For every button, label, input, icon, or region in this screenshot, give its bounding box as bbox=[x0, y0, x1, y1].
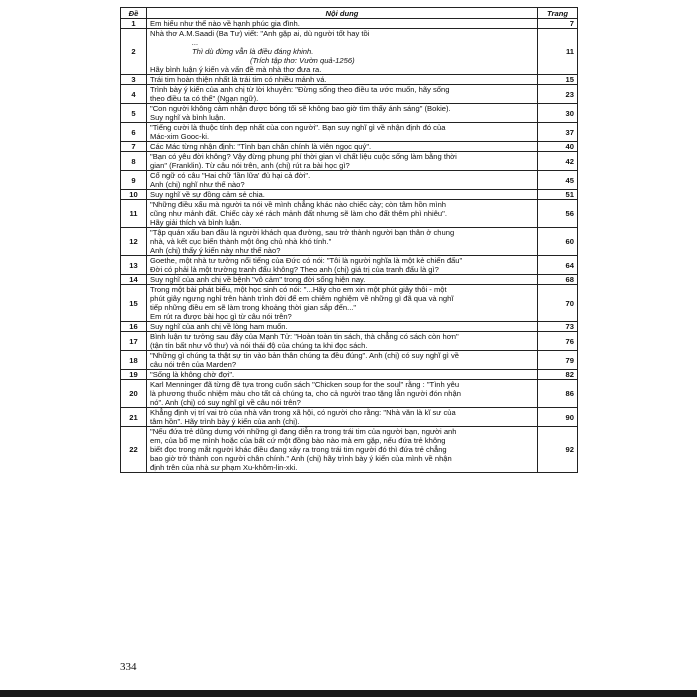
row-number: 4 bbox=[121, 85, 147, 104]
row-content bbox=[147, 408, 538, 427]
row-page: 56 bbox=[538, 200, 578, 228]
content-line: theo điều ta có thể" (Ngạn ngữ). bbox=[150, 94, 259, 103]
row-number: 5 bbox=[121, 104, 147, 123]
row-number: 14 bbox=[121, 275, 147, 285]
table-row bbox=[121, 29, 578, 75]
row-number: 6 bbox=[121, 123, 147, 142]
content-line: "Bạn có yêu đời không? Vậy đừng phung phí thời gian vì chất liệu cuộc sống làm bằng thời bbox=[150, 152, 457, 161]
row-page: 30 bbox=[538, 104, 578, 123]
content-line: Em hiểu như thế nào về hạnh phúc gia đình. bbox=[150, 19, 300, 28]
content-line: Thì dù đừng vẫn là điều đáng khinh. bbox=[192, 47, 314, 56]
row-content bbox=[147, 152, 538, 171]
top-crop bbox=[0, 0, 697, 7]
table-row bbox=[121, 75, 578, 85]
content-line: "Sống là không chờ đợi". bbox=[150, 370, 235, 379]
content-line: tiếp những điều em sẽ làm trong khoảng thời gian sắp đến..." bbox=[150, 303, 357, 312]
row-content bbox=[147, 29, 538, 75]
content-line: Em rút ra được bài học gì từ câu nói trên? bbox=[150, 312, 292, 321]
contents-table bbox=[120, 7, 578, 473]
row-page: 79 bbox=[538, 351, 578, 370]
content-line: Trình bày ý kiến của anh chị từ lời khuyên: "Đừng sống theo điều ta ước muốn, hãy sống bbox=[150, 85, 450, 94]
row-content bbox=[147, 285, 538, 322]
header-content: Nội dung bbox=[147, 8, 538, 19]
row-number: 1 bbox=[121, 19, 147, 29]
row-number: 13 bbox=[121, 256, 147, 275]
row-content bbox=[147, 104, 538, 123]
content-line: cũng như mảnh đất. Chiếc cày xé rách mảnh đất nhưng sẽ làm cho đất thêm phì nhiêu". bbox=[150, 209, 447, 218]
row-page: 76 bbox=[538, 332, 578, 351]
content-line: Anh (chị) thấy ý kiến này như thế nào? bbox=[150, 246, 281, 255]
row-number: 11 bbox=[121, 200, 147, 228]
content-line: Karl Menninger đã từng đề tựa trong cuốn sách "Chicken soup for the soul" rằng : "Tình yêu bbox=[150, 380, 460, 389]
row-page: 11 bbox=[538, 29, 578, 75]
table-row bbox=[121, 332, 578, 351]
content-line: Trái tim hoàn thiện nhất là trái tim có nhiều mảnh vá. bbox=[150, 75, 327, 84]
row-page: 70 bbox=[538, 285, 578, 322]
content-line: Các Mác từng nhận định: "Tình bạn chân chính là viên ngọc quý". bbox=[150, 142, 372, 151]
row-page: 64 bbox=[538, 256, 578, 275]
table-row bbox=[121, 322, 578, 332]
row-page: 86 bbox=[538, 380, 578, 408]
row-number: 15 bbox=[121, 285, 147, 322]
row-number: 19 bbox=[121, 370, 147, 380]
table-row bbox=[121, 285, 578, 322]
row-number: 17 bbox=[121, 332, 147, 351]
content-line: Anh (chị) nghĩ như thế nào? bbox=[150, 180, 245, 189]
row-number: 7 bbox=[121, 142, 147, 152]
content-line: (tận tín bất như vô thư) và nói thái độ của chúng ta khi đọc sách. bbox=[150, 341, 368, 350]
row-content bbox=[147, 370, 538, 380]
table-row bbox=[121, 370, 578, 380]
row-page: 68 bbox=[538, 275, 578, 285]
table-row bbox=[121, 104, 578, 123]
row-page: 90 bbox=[538, 408, 578, 427]
row-number: 10 bbox=[121, 190, 147, 200]
row-number: 22 bbox=[121, 427, 147, 473]
table-row bbox=[121, 408, 578, 427]
row-content bbox=[147, 85, 538, 104]
content-line: nhà, và kết cục biến thành một ông chủ nhà khó tính." bbox=[150, 237, 332, 246]
row-content bbox=[147, 427, 538, 473]
content-line: Hãy giải thích và bình luận. bbox=[150, 218, 242, 227]
content-line: "Những điều xấu mà người ta nói về mình chẳng khác nào chiếc cày; còn tâm hồn mình bbox=[150, 200, 447, 209]
row-number: 16 bbox=[121, 322, 147, 332]
row-content bbox=[147, 142, 538, 152]
row-page: 92 bbox=[538, 427, 578, 473]
row-content bbox=[147, 332, 538, 351]
content-line: phút giây ngưng nghỉ trên hành trình đời để em chiêm nghiệm về những gì đã qua và nghĩ bbox=[150, 294, 454, 303]
content-line: Khẳng định vị trí vai trò của nhà văn trong xã hội, có người cho rằng: "Nhà văn là kĩ sư của bbox=[150, 408, 456, 417]
row-number: 20 bbox=[121, 380, 147, 408]
content-line: Mác-xim Gooc-ki. bbox=[150, 132, 210, 141]
row-page: 7 bbox=[538, 19, 578, 29]
table-row bbox=[121, 256, 578, 275]
row-page: 60 bbox=[538, 228, 578, 256]
content-line: em, của bố mẹ mình hoặc của bất cứ một đồng bào nào mà em gặp, nếu đứa trẻ không bbox=[150, 436, 446, 445]
row-content bbox=[147, 228, 538, 256]
row-page: 73 bbox=[538, 322, 578, 332]
header-num: Đề bbox=[121, 8, 147, 19]
row-page: 40 bbox=[538, 142, 578, 152]
content-line: là phương thuốc nhiệm màu cho tất cả chúng ta, cho cả người trao tặng lẫn người đón nhận bbox=[150, 389, 461, 398]
content-line: ... bbox=[192, 38, 199, 47]
content-line: "Những gì chúng ta thật sự tin vào bản thân chúng ta đều đúng". Anh (chị) có suy nghĩ gì về bbox=[150, 351, 459, 360]
content-line: Đời có phải là một trường tranh đấu không? Theo anh (chị) giá trị của tranh đấu là gì? bbox=[150, 265, 439, 274]
content-line: tâm hồn". Hãy trình bày ý kiến của anh (chị). bbox=[150, 417, 300, 426]
content-line: "Tiếng cười là thuộc tính đẹp nhất của con người". Bạn suy nghĩ gì về nhận định đó của bbox=[150, 123, 446, 132]
row-page: 42 bbox=[538, 152, 578, 171]
row-page: 23 bbox=[538, 85, 578, 104]
table-row bbox=[121, 123, 578, 142]
content-line: câu nói trên của Marden? bbox=[150, 360, 237, 369]
table-row bbox=[121, 275, 578, 285]
header-page: Trang bbox=[538, 8, 578, 19]
table-row bbox=[121, 85, 578, 104]
row-number: 2 bbox=[121, 29, 147, 75]
content-line: Hãy bình luận ý kiến và vấn đề mà nhà thơ đưa ra. bbox=[150, 65, 322, 74]
row-number: 21 bbox=[121, 408, 147, 427]
row-number: 9 bbox=[121, 171, 147, 190]
table-row bbox=[121, 351, 578, 370]
row-page: 82 bbox=[538, 370, 578, 380]
row-content bbox=[147, 256, 538, 275]
row-content bbox=[147, 19, 538, 29]
row-number: 8 bbox=[121, 152, 147, 171]
content-line: biết đọc trong mắt người khác điều đang xảy ra trong trái tim người đó thì đứa trẻ chẳng bbox=[150, 445, 447, 454]
content-line: Nhà thơ A.M.Saadi (Ba Tư) viết: "Anh gặp ai, dù người tốt hay tồi bbox=[150, 29, 370, 38]
content-line: bao giờ trở thành con người chân chính." Anh (chị) hãy trình bày ý kiến của mình về nhận bbox=[150, 454, 452, 463]
page-number: 334 bbox=[120, 661, 137, 673]
content-line: định trên của nhà sư phạm Xu-khôm-lin-xki. bbox=[150, 463, 298, 472]
table-row bbox=[121, 380, 578, 408]
row-content bbox=[147, 351, 538, 370]
content-line: Suy nghĩ về sự đồng cảm sẻ chia. bbox=[150, 190, 265, 199]
row-content bbox=[147, 275, 538, 285]
table-row bbox=[121, 190, 578, 200]
content-line: "Tập quán xấu ban đầu là người khách qua đường, sau trở thành người bạn thân ở chung bbox=[150, 228, 455, 237]
row-page: 37 bbox=[538, 123, 578, 142]
row-content bbox=[147, 123, 538, 142]
content-line: Cổ ngữ có câu "Hai chữ 'lần lữa' đủ hại cả đời". bbox=[150, 171, 311, 180]
table-body bbox=[121, 19, 578, 473]
table-row bbox=[121, 152, 578, 171]
row-page: 15 bbox=[538, 75, 578, 85]
table-row bbox=[121, 427, 578, 473]
content-line: Suy nghĩ và bình luận. bbox=[150, 113, 226, 122]
content-line: Bình luận tư tưởng sau đây của Mạnh Tử: "Hoàn toàn tin sách, thà chẳng có sách còn hơn" bbox=[150, 332, 459, 341]
table-row bbox=[121, 19, 578, 29]
content-line: Goethe, một nhà tư tưởng nổi tiếng của Đức có nói: "Tôi là người nghĩa là một kẻ chiến đấu" bbox=[150, 256, 463, 265]
content-line: Trong một bài phát biểu, một học sinh có nói: "...Hãy cho em xin một phút giây thôi - một bbox=[150, 285, 447, 294]
content-line: Suy nghĩ của anh chị về lòng ham muốn. bbox=[150, 322, 288, 331]
row-content bbox=[147, 75, 538, 85]
content-line: gian" (Franklin). Từ câu nói trên, anh (chị) rút ra bài học gì? bbox=[150, 161, 350, 170]
row-number: 3 bbox=[121, 75, 147, 85]
table-header-row bbox=[121, 8, 578, 19]
row-page: 45 bbox=[538, 171, 578, 190]
table-row bbox=[121, 228, 578, 256]
row-content bbox=[147, 200, 538, 228]
table-row bbox=[121, 142, 578, 152]
content-line: nó". Anh (chị) có suy nghĩ gì về câu nói trên? bbox=[150, 398, 301, 407]
row-content bbox=[147, 190, 538, 200]
row-number: 12 bbox=[121, 228, 147, 256]
row-content bbox=[147, 380, 538, 408]
content-line: "Nếu đứa trẻ dũng dưng với những gì đang diễn ra trong trái tim của người bạn, người anh bbox=[150, 427, 457, 436]
bottom-binding-bar bbox=[0, 690, 697, 697]
table-row bbox=[121, 171, 578, 190]
row-number: 18 bbox=[121, 351, 147, 370]
content-line: (Trích tập thơ: Vườn quả-1256) bbox=[250, 56, 355, 65]
content-line: Suy nghĩ của anh chị về bệnh "vô cảm" trong đời sống hiện nay. bbox=[150, 275, 366, 284]
row-page: 51 bbox=[538, 190, 578, 200]
table-row bbox=[121, 200, 578, 228]
row-content bbox=[147, 171, 538, 190]
row-content bbox=[147, 322, 538, 332]
content-line: "Con người không cảm nhận được bóng tối sẽ không bao giờ tìm thấy ánh sáng" (Bokie). bbox=[150, 104, 451, 113]
